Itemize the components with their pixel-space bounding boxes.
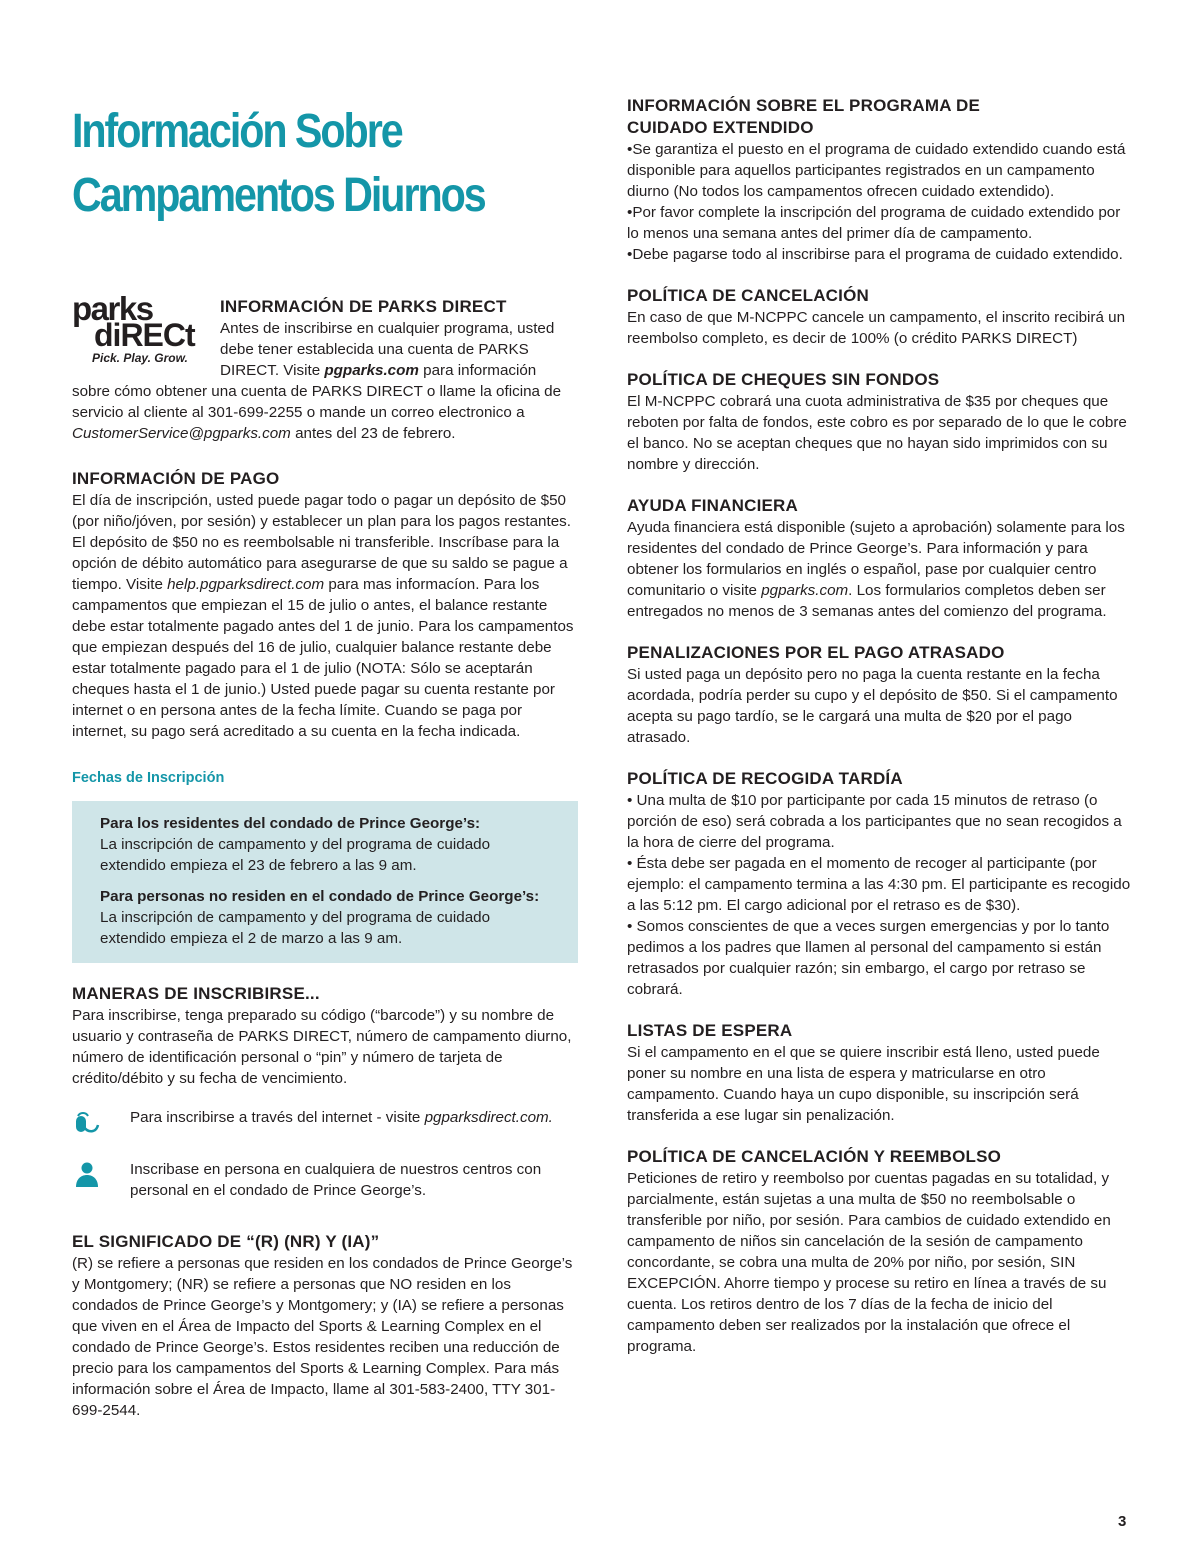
online-text <box>130 1107 553 1128</box>
pago-section <box>72 468 578 742</box>
ayuda-text-b: . Los formularios completos deben ser entregados no menos de 3 semanas antes del comienzo del programa. <box>627 582 1107 620</box>
pago-text-a: El día de inscripción, usted puede pagar todo o pagar un depósito de $50 (por niño/jóven, por sesión) y establecer un plan para los pagos restantes. El depósito de $50 no es reembolsable ni transferible. Inscríbase para la opción de débito automático para asegurarse de que su saldo se pague a tiempo. Visite <box>72 492 571 593</box>
espera-section <box>627 1020 1132 1126</box>
parks-direct-logo <box>72 290 212 366</box>
parks-direct-text-b: para información sobre cómo obtener una cuenta de PARKS DIRECT o llame la oficina de servicio al cliente al 301-699-2255 o mande un correo electronico a <box>72 362 562 421</box>
residents-text: La inscripción de campamento y del programa de cuidado extendido empieza el 23 de febrero a las 9 am. <box>100 836 491 874</box>
logo-direct-text: diRECt <box>94 317 195 353</box>
cuidado-bullet-2: •Por favor complete la inscripción del programa de cuidado extendido por lo menos una semana antes del primer día de campamento. <box>627 204 1121 242</box>
recogida-section <box>627 768 1132 1000</box>
left-column <box>72 100 578 1421</box>
nonresidents-title: Para personas no residen en el condado de Prince George’s: <box>100 888 540 905</box>
pago-text-b: para mas informacíon. Para los campamentos que empiezan el 15 de julio o antes, el balance restante debe estar totalmente pagado antes del 1 de junio. Para los campamentos que empiezan después del 16 de julio, cualquier balance restante debe estar totalmente pagado para el 1 de julio (NOTA: Sólo se aceptarán cheques hasta el 1 de junio.) Usted puede pagar su cuenta restante por internet o en persona antes de la fecha límite. Cuando se paga por internet, su pago será acreditado a su cuenta en la fecha indicada. <box>72 576 574 740</box>
cuidado-heading: INFORMACIÓN SOBRE EL PROGRAMA DE CUIDADO EXTENDIDO <box>627 96 981 137</box>
significado-heading: EL SIGNIFICADO DE “(R) (NR) Y (IA)” <box>72 1232 380 1251</box>
page-title-line-1: Información Sobre <box>72 105 402 158</box>
ayuda-section <box>627 495 1132 622</box>
ayuda-pgparks-link[interactable]: pgparks.com <box>761 582 849 599</box>
cheques-section <box>627 369 1132 475</box>
page-number: 3 <box>1118 1513 1127 1530</box>
fechas-heading: Fechas de Inscripción <box>72 770 225 786</box>
residents-title: Para los residentes del condado de Prince George’s: <box>100 815 481 832</box>
logo-tagline: Pick. Play. Grow. <box>92 351 188 365</box>
logo-parks-text: parks <box>72 290 153 327</box>
significado-section <box>72 1231 578 1421</box>
computer-mouse-icon <box>72 1107 102 1137</box>
fechas-box <box>72 801 578 963</box>
cuidado-section <box>627 95 1132 265</box>
online-text-prefix: Para inscribirse a través del internet - visite <box>130 1109 425 1126</box>
cheques-text: El M-NCPPC cobrará una cuota administrativa de $35 por cheques que reboten por falta de fondos, este cobro es por separado de lo que le cobre el banco. No se aceptan cheques que no hayan sido imprimidos con su nombre y dirección. <box>627 393 1127 473</box>
page-title-line-2: Campamentos Diurnos <box>72 169 485 222</box>
cancelacion-heading: POLÍTICA DE CANCELACIÓN <box>627 286 869 305</box>
espera-heading: LISTAS DE ESPERA <box>627 1021 793 1040</box>
parks-direct-heading: INFORMACIÓN DE PARKS DIRECT <box>220 297 507 316</box>
cuidado-bullet-1: •Se garantiza el puesto en el programa de cuidado extendido cuando está disponible para aquellos participantes registrados en un campamento diurno (No todos los campamentos ofrecen cuidado extendido). <box>627 141 1126 200</box>
significado-text: (R) se refiere a personas que residen en los condados de Prince George’s y Montgomery; (NR) se refiere a personas que NO residen en los condados de Prince George’s y Montgomery; y (IA) se refiere a personas que viven en el Área de Impacto del Sports & Learning Complex en el condado de Prince George’s. Estos residentes reciben una reducción de precio para los campamentos del Sports & Learning Complex. Para más información sobre el Área de Impacto, llame al 301-583-2400, TTY 301-699-2544. <box>72 1255 573 1419</box>
cuidado-bullet-3: •Debe pagarse todo al inscribirse para el programa de cuidado extendido. <box>627 246 1123 263</box>
customer-service-email[interactable]: CustomerService@pgparks.com <box>72 425 291 442</box>
reembolso-heading: POLÍTICA DE CANCELACIÓN Y REEMBOLSO <box>627 1147 1002 1166</box>
ayuda-text-a: Ayuda financiera está disponible (sujeto a aprobación) solamente para los residentes del condado de Prince George’s. Para información y para obtener los formularios en inglés o español, pase por cualquier centro comunitario o visite <box>627 519 1125 599</box>
maneras-section <box>72 983 578 1201</box>
recogida-bullet-2: • Ésta debe ser pagada en el momento de recoger al participante (por ejemplo: el campamento termina a las 4:30 pm. El participante es recogido a las 5:12 pm. El cargo adicional por el retraso es de $30). <box>627 855 1131 914</box>
page-title <box>72 100 507 228</box>
reembolso-section <box>627 1146 1132 1357</box>
reembolso-text: Peticiones de retiro y reembolso por cuentas pagadas en su totalidad, y parcialmente, están sujetas a una multa de $50 no reembolsable o transferible por niño, por sesión. Para cambios de cuidado extendido en campamento de niños sin cancelación de la sesión de campamento concordante, se cobra una multa de 20% por niño, por sesión, SIN EXCEPCIÓN. Ahorre tiempo y procese su retiro en línea a través de su cuenta. Los retiros dentro de los 7 días de la fecha de inicio del campamento deben ser realizados por la instalación que ofrece el programa. <box>627 1170 1111 1355</box>
cancelacion-text: En caso de que M-NCPPC cancele un campamento, el inscrito recibirá un reembolso completo, es decir de 100% (o crédito PARKS DIRECT) <box>627 309 1126 347</box>
maneras-text: Para inscribirse, tenga preparado su código (“barcode”) y su nombre de usuario y contraseña de PARKS DIRECT, número de campamento diurno, número de identificación personal o “pin” y número de tarjeta de crédito/débito y su fecha de vencimiento. <box>72 1007 572 1087</box>
cancelacion-section <box>627 285 1132 349</box>
in-person-row <box>72 1159 578 1201</box>
maneras-heading: MANERAS DE INSCRIBIRSE... <box>72 984 320 1003</box>
recogida-heading: POLÍTICA DE RECOGIDA TARDÍA <box>627 769 903 788</box>
recogida-bullet-1: • Una multa de $10 por participante por cada 15 minutos de retraso (o porción de eso) será cobrada a los participantes que no sean recogidos a la hora de cierre del programa. <box>627 792 1122 851</box>
ayuda-heading: AYUDA FINANCIERA <box>627 496 799 515</box>
cheques-heading: POLÍTICA DE CHEQUES SIN FONDOS <box>627 370 940 389</box>
parks-direct-section <box>72 290 578 444</box>
recogida-bullet-3: • Somos conscientes de que a veces surgen emergencias y por lo tanto pedimos a los padres que llamen al personal del campamento si están retrasados por cualquier razón; sin embargo, el cargo por retraso se cobrará. <box>627 918 1110 998</box>
nonresidents-text: La inscripción de campamento y del programa de cuidado extendido empieza el 2 de marzo a las 9 am. <box>100 909 491 947</box>
in-person-text: Inscribase en persona en cualquiera de nuestros centros con personal en el condado de Prince George’s. <box>130 1161 542 1199</box>
espera-text: Si el campamento en el que se quiere inscribir está lleno, usted puede poner su nombre en una lista de espera y matricularse en otro campamento. Cuando haya un cupo disponible, su inscripción será transferida a ese lugar sin penalización. <box>627 1044 1100 1124</box>
parks-direct-text-c: antes del 23 de febrero. <box>290 425 456 442</box>
pgparksdirect-link[interactable]: pgparksdirect.com. <box>424 1109 553 1126</box>
online-row <box>72 1107 578 1137</box>
right-column <box>627 95 1132 1357</box>
penalizaciones-section <box>627 642 1132 748</box>
ayuda-text <box>627 517 1132 622</box>
help-pgparksdirect-link[interactable]: help.pgparksdirect.com <box>167 576 325 593</box>
pago-heading: INFORMACIÓN DE PAGO <box>72 469 280 488</box>
pago-text <box>72 490 578 742</box>
parks-direct-text-a: Antes de inscribirse en cualquier programa, usted debe tener establecida una cuenta de PARKS DIRECT. Visite <box>220 320 555 379</box>
penalizaciones-heading: PENALIZACIONES POR EL PAGO ATRASADO <box>627 643 1005 662</box>
penalizaciones-text: Si usted paga un depósito pero no paga la cuenta restante en la fecha acordada, podría perder su cupo y el depósito de $50. Si el campamento acepta su pago tardío, se le cargará una multa de $20 por el pago atrasado. <box>627 666 1118 746</box>
pgparks-link[interactable]: pgparks.com <box>324 362 419 379</box>
person-icon <box>72 1159 102 1189</box>
